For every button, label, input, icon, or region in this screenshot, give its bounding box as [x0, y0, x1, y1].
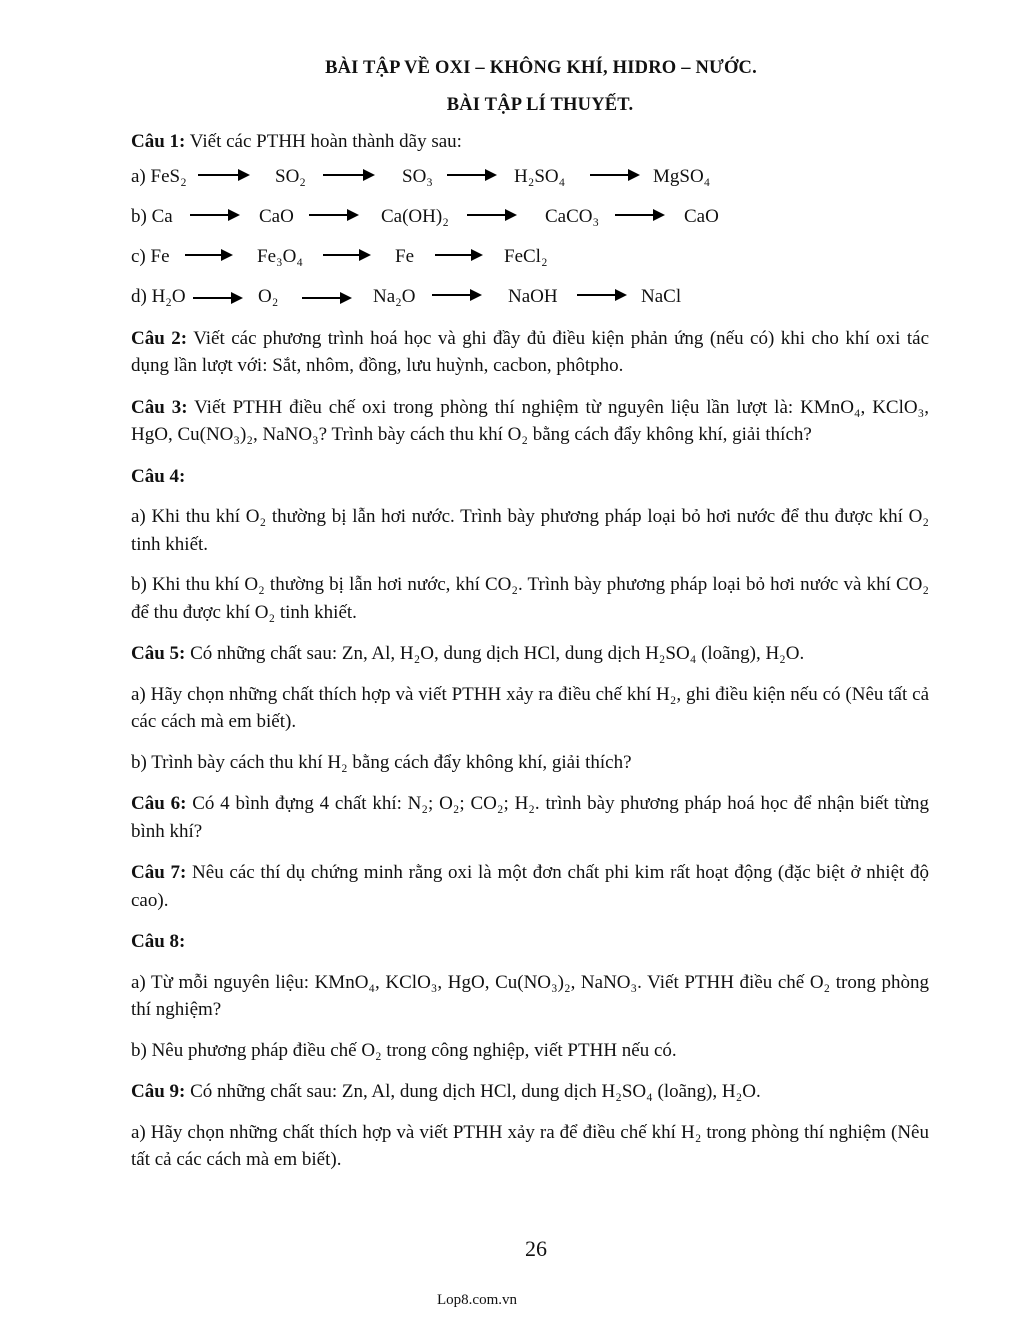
arrow-icon: [447, 174, 495, 176]
question-8: [131, 928, 929, 956]
arrow-icon: [432, 294, 480, 296]
question-label: Câu 6:: [131, 793, 187, 814]
chain-item: a) FeS₂: [131, 165, 187, 187]
question-1: [131, 128, 929, 156]
chain-item: Fe₃O₄: [257, 245, 303, 267]
question-label: Câu 1:: [131, 131, 186, 152]
arrow-icon: [309, 214, 357, 216]
arrow-icon: [198, 174, 248, 176]
question-label: Câu 3:: [131, 396, 188, 418]
chain-item: Fe: [395, 245, 414, 267]
question-7: [131, 859, 929, 914]
chain-item: Ca(OH)₂: [381, 205, 449, 227]
document-title: BÀI TẬP VỀ OXI – KHÔNG KHÍ, HIDRO – NƯỚC.: [325, 58, 757, 78]
arrow-icon: [193, 297, 241, 299]
question-text: Có những chất sau: Zn, Al, dung dịch HCl, dung dịch H₂SO₄ (loãng), H₂O.: [185, 1081, 761, 1102]
chain-item: NaCl: [641, 285, 682, 307]
question-label: Câu 4:: [131, 465, 186, 487]
arrow-icon: [577, 294, 625, 296]
section-title: BÀI TẬP LÍ THUYẾT.: [446, 95, 634, 115]
question-3: [131, 394, 929, 449]
question-label: Câu 5:: [131, 643, 186, 664]
question-5a: a) Hãy chọn những chất thích hợp và viết PTHH xảy ra điều chế khí H₂, ghi điều kiện nếu có (Nêu tất cả các cách mà em biết).: [131, 683, 929, 732]
arrow-icon: [615, 214, 663, 216]
arrow-icon: [467, 214, 515, 216]
arrow-icon: [590, 174, 638, 176]
question-4b: b) Khi thu khí O₂ thường bị lẫn hơi nước, khí CO₂. Trình bày phương pháp loại bỏ hơi nước và khí CO₂ để thu được khí O₂ tinh khiết.: [131, 574, 929, 623]
question-9: [131, 1078, 929, 1106]
chain-item: CaCO₃: [545, 205, 600, 227]
question-8b: b) Nêu phương pháp điều chế O₂ trong công nghiệp, viết PTHH nếu có.: [131, 1039, 677, 1061]
question-label: Câu 2:: [131, 327, 188, 349]
question-6: [131, 790, 929, 845]
chain-item: SO₂: [275, 165, 306, 187]
arrow-icon: [435, 254, 481, 256]
arrow-icon: [190, 214, 238, 216]
question-5b: b) Trình bày cách thu khí H₂ bằng cách đẩy không khí, giải thích?: [131, 751, 632, 773]
question-label: Câu 8:: [131, 931, 186, 952]
question-9a: a) Hãy chọn những chất thích hợp và viết PTHH xảy ra để điều chế khí H₂ trong phòng thí nghiệm (Nêu tất cả các cách mà em biết).: [131, 1121, 929, 1170]
question-4a: a) Khi thu khí O₂ thường bị lẫn hơi nước. Trình bày phương pháp loại bỏ hơi nước để thu được khí O₂ tinh khiết.: [131, 506, 929, 555]
chain-item: H₂SO₄: [514, 165, 566, 187]
page-number: 26: [525, 1236, 547, 1261]
chain-item: b) Ca: [131, 205, 173, 227]
question-text: Nêu các thí dụ chứng minh rằng oxi là một đơn chất phi kim rất hoạt động (đặc biệt ở nhiệt độ cao).: [131, 862, 929, 911]
question-8a: a) Từ mỗi nguyên liệu: KMnO₄, KClO₃, HgO, Cu(NO₃)₂, NaNO₃. Viết PTHH điều chế O₂ trong phòng thí nghiệm?: [131, 971, 929, 1020]
arrow-icon: [185, 254, 231, 256]
question-text: Viết các phương trình hoá học và ghi đầy đủ điều kiện phản ứng (nếu có) khi cho khí oxi tác dụng lần lượt với: Sắt, nhôm, đồng, lưu huỳnh, cacbon, phôtpho.: [131, 327, 929, 376]
chain-item: CaO: [259, 205, 294, 227]
chain-item: NaOH: [508, 285, 558, 307]
reaction-chain-d: [131, 283, 929, 323]
chain-item: FeCl₂: [504, 245, 548, 267]
question-4: [131, 463, 929, 491]
arrow-icon: [323, 174, 373, 176]
document-page: [131, 58, 929, 1174]
question-text: Viết các PTHH hoàn thành dãy sau:: [185, 131, 462, 152]
reaction-chain-b: [131, 203, 929, 243]
question-2: [131, 325, 929, 380]
chain-item: CaO: [684, 205, 719, 227]
chain-item: Na₂O: [373, 285, 416, 307]
chain-item: MgSO₄: [653, 165, 711, 187]
reaction-chain-a: [131, 163, 929, 203]
question-text: Có những chất sau: Zn, Al, H₂O, dung dịch HCl, dung dịch H₂SO₄ (loãng), H₂O.: [185, 643, 805, 664]
chain-item: d) H₂O: [131, 285, 186, 307]
chain-item: SO₃: [402, 165, 433, 187]
chain-item: O₂: [258, 285, 279, 307]
question-text: Có 4 bình đựng 4 chất khí: N₂; O₂; CO₂; H₂. trình bày phương pháp hoá học để nhận biết từng bình khí?: [131, 793, 929, 842]
arrow-icon: [302, 297, 350, 299]
question-label: Câu 7:: [131, 862, 187, 883]
question-label: Câu 9:: [131, 1081, 186, 1102]
footer-site: Lop8.com.vn: [437, 1292, 517, 1308]
question-text: Viết PTHH điều chế oxi trong phòng thí nghiệm từ nguyên liệu lần lượt là: KMnO₄, KClO₃, HgO, Cu(NO₃)₂, NaNO₃? Trình bày cách thu khí O₂ bằng cách đẩy không khí, giải thích?: [131, 396, 929, 445]
reaction-chain-c: [131, 243, 929, 283]
question-5: [131, 640, 929, 668]
chain-item: c) Fe: [131, 245, 170, 267]
arrow-icon: [323, 254, 369, 256]
